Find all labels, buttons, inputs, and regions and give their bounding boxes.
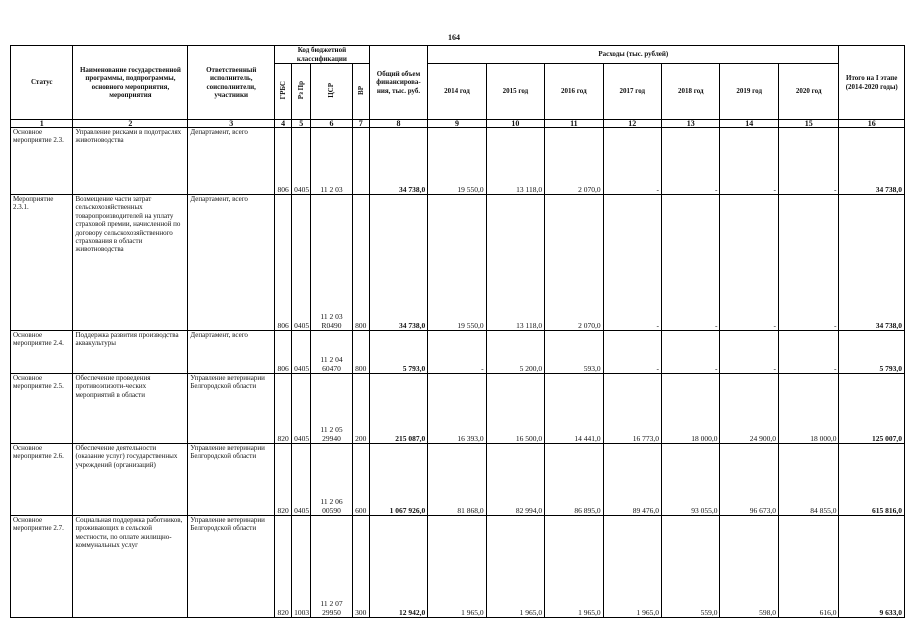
- header-name: Наименование государственной программы, подпрограммы, основного мероприятия, мероприятия: [73, 46, 188, 120]
- column-number: 1: [11, 120, 73, 128]
- row-year-value: -: [662, 195, 720, 331]
- row-year-value: -: [720, 331, 778, 374]
- row-grbs: 820: [275, 516, 292, 618]
- row-year-value: 559,0: [662, 516, 720, 618]
- row-year-value: -: [603, 195, 661, 331]
- row-status: Основное мероприятие 2.4.: [11, 331, 73, 374]
- row-stage-total: 9 633,0: [839, 516, 905, 618]
- row-vr: 200: [352, 374, 369, 444]
- table-row: [11, 195, 905, 331]
- row-year-value: 16 393,0: [428, 374, 486, 444]
- header-total-volume: Общий объем финансирова-ния, тыс. руб.: [369, 46, 427, 120]
- row-year-value: 13 118,0: [486, 195, 544, 331]
- row-responsible: Управление ветеринарии Белгородской области: [188, 516, 275, 618]
- column-number: 15: [778, 120, 839, 128]
- header-expenses: Расходы (тыс. рублей): [428, 46, 839, 64]
- row-total-volume: 1 067 926,0: [369, 444, 427, 516]
- row-vr: [352, 128, 369, 195]
- header-grbs: ГРБС: [275, 64, 292, 120]
- row-year-value: -: [662, 331, 720, 374]
- row-year-value: 81 868,0: [428, 444, 486, 516]
- row-name: Обеспечение деятельности (оказание услуг) государственных учреждений (организаций): [73, 444, 188, 516]
- row-status: Мероприятие 2.3.1.: [11, 195, 73, 331]
- row-year-value: 1 965,0: [486, 516, 544, 618]
- row-grbs: 806: [275, 128, 292, 195]
- row-grbs: 806: [275, 195, 292, 331]
- row-status: Основное мероприятие 2.6.: [11, 444, 73, 516]
- row-vr: 600: [352, 444, 369, 516]
- row-status: Основное мероприятие 2.5.: [11, 374, 73, 444]
- row-name: Поддержка развития производства аквакультуры: [73, 331, 188, 374]
- row-year-value: 16 500,0: [486, 374, 544, 444]
- row-stage-total: 34 738,0: [839, 128, 905, 195]
- table-row: [11, 516, 905, 618]
- row-year-value: -: [603, 331, 661, 374]
- row-year-value: 14 441,0: [545, 374, 603, 444]
- row-year-value: 93 055,0: [662, 444, 720, 516]
- table-row: [11, 374, 905, 444]
- row-csr: 11 2 05 29940: [311, 374, 352, 444]
- header-budget-code: Код бюджетной классификации: [275, 46, 370, 64]
- row-responsible: Департамент, всего: [188, 195, 275, 331]
- row-csr: 11 2 06 00590: [311, 444, 352, 516]
- row-year-value: 86 895,0: [545, 444, 603, 516]
- header-stage-total: Итого на I этапе (2014-2020 годы): [839, 46, 905, 120]
- row-rzpr: 0405: [292, 128, 311, 195]
- row-year-value: 2 070,0: [545, 195, 603, 331]
- header-status: Статус: [11, 46, 73, 120]
- row-year-value: 1 965,0: [545, 516, 603, 618]
- header-year-2018: 2018 год: [662, 64, 720, 120]
- row-status: Основное мероприятие 2.3.: [11, 128, 73, 195]
- row-year-value: 2 070,0: [545, 128, 603, 195]
- header-year-2014: 2014 год: [428, 64, 486, 120]
- row-total-volume: 34 738,0: [369, 195, 427, 331]
- column-number: 12: [603, 120, 661, 128]
- row-rzpr: 0405: [292, 195, 311, 331]
- header-year-2020: 2020 год: [778, 64, 839, 120]
- column-number: 4: [275, 120, 292, 128]
- row-stage-total: 615 816,0: [839, 444, 905, 516]
- page-number: 164: [448, 33, 460, 42]
- header-csr: ЦСР: [311, 64, 352, 120]
- column-number: 11: [545, 120, 603, 128]
- column-number: 14: [720, 120, 778, 128]
- row-year-value: 5 200,0: [486, 331, 544, 374]
- row-name: Управление рисками в подотраслях животноводства: [73, 128, 188, 195]
- row-year-value: 84 855,0: [778, 444, 839, 516]
- row-responsible: Департамент, всего: [188, 128, 275, 195]
- row-rzpr: 0405: [292, 444, 311, 516]
- row-year-value: -: [662, 128, 720, 195]
- column-number-row: [11, 120, 905, 128]
- row-status: Основное мероприятие 2.7.: [11, 516, 73, 618]
- row-grbs: 806: [275, 331, 292, 374]
- column-number: 2: [73, 120, 188, 128]
- row-year-value: 18 000,0: [662, 374, 720, 444]
- row-year-value: -: [778, 331, 839, 374]
- header-rzpr: Рз Пр: [292, 64, 311, 120]
- row-stage-total: 34 738,0: [839, 195, 905, 331]
- header-year-2017: 2017 год: [603, 64, 661, 120]
- row-year-value: 24 900,0: [720, 374, 778, 444]
- row-year-value: 598,0: [720, 516, 778, 618]
- row-grbs: 820: [275, 374, 292, 444]
- row-responsible: Департамент, всего: [188, 331, 275, 374]
- row-year-value: 89 476,0: [603, 444, 661, 516]
- row-grbs: 820: [275, 444, 292, 516]
- header-vr: ВР: [352, 64, 369, 120]
- row-year-value: -: [720, 195, 778, 331]
- row-csr: 11 2 03 R0490: [311, 195, 352, 331]
- row-year-value: -: [428, 331, 486, 374]
- row-year-value: 13 118,0: [486, 128, 544, 195]
- row-year-value: 593,0: [545, 331, 603, 374]
- row-year-value: 16 773,0: [603, 374, 661, 444]
- table-row: [11, 128, 905, 195]
- row-stage-total: 125 007,0: [839, 374, 905, 444]
- row-csr: 11 2 04 60470: [311, 331, 352, 374]
- table-row: [11, 444, 905, 516]
- row-year-value: 616,0: [778, 516, 839, 618]
- row-year-value: 1 965,0: [603, 516, 661, 618]
- column-number: 10: [486, 120, 544, 128]
- row-total-volume: 215 087,0: [369, 374, 427, 444]
- row-responsible: Управление ветеринарии Белгородской области: [188, 374, 275, 444]
- row-year-value: 96 673,0: [720, 444, 778, 516]
- row-name: Возмещение части затрат сельскохозяйственных товаропроизводителей на уплату страховой премии, начисленной по договору сельскохозяйственного страхования в области животноводства: [73, 195, 188, 331]
- row-total-volume: 12 942,0: [369, 516, 427, 618]
- row-year-value: 82 994,0: [486, 444, 544, 516]
- row-total-volume: 5 793,0: [369, 331, 427, 374]
- row-vr: 800: [352, 195, 369, 331]
- row-responsible: Управление ветеринарии Белгородской области: [188, 444, 275, 516]
- column-number: 16: [839, 120, 905, 128]
- row-rzpr: 1003: [292, 516, 311, 618]
- row-vr: 800: [352, 331, 369, 374]
- header-year-2016: 2016 год: [545, 64, 603, 120]
- column-number: 9: [428, 120, 486, 128]
- table-row: [11, 331, 905, 374]
- row-stage-total: 5 793,0: [839, 331, 905, 374]
- header-year-2019: 2019 год: [720, 64, 778, 120]
- row-year-value: 1 965,0: [428, 516, 486, 618]
- row-name: Обеспечение проведения противоэпизоти-ческих мероприятий в области: [73, 374, 188, 444]
- budget-table: [10, 45, 905, 618]
- row-csr: 11 2 03: [311, 128, 352, 195]
- column-number: 6: [311, 120, 352, 128]
- row-vr: 300: [352, 516, 369, 618]
- row-rzpr: 0405: [292, 331, 311, 374]
- header-year-2015: 2015 год: [486, 64, 544, 120]
- column-number: 3: [188, 120, 275, 128]
- column-number: 13: [662, 120, 720, 128]
- row-year-value: -: [720, 128, 778, 195]
- row-total-volume: 34 738,0: [369, 128, 427, 195]
- row-year-value: -: [778, 128, 839, 195]
- row-year-value: -: [603, 128, 661, 195]
- column-number: 5: [292, 120, 311, 128]
- row-rzpr: 0405: [292, 374, 311, 444]
- row-year-value: 19 550,0: [428, 128, 486, 195]
- column-number: 8: [369, 120, 427, 128]
- header-responsible: Ответственный исполнитель, соисполнители, участники: [188, 46, 275, 120]
- row-year-value: 19 550,0: [428, 195, 486, 331]
- column-number: 7: [352, 120, 369, 128]
- row-csr: 11 2 07 29950: [311, 516, 352, 618]
- row-year-value: -: [778, 195, 839, 331]
- row-name: Социальная поддержка работников, проживающих в сельской местности, по оплате жилищно-коммунальных услуг: [73, 516, 188, 618]
- row-year-value: 18 000,0: [778, 374, 839, 444]
